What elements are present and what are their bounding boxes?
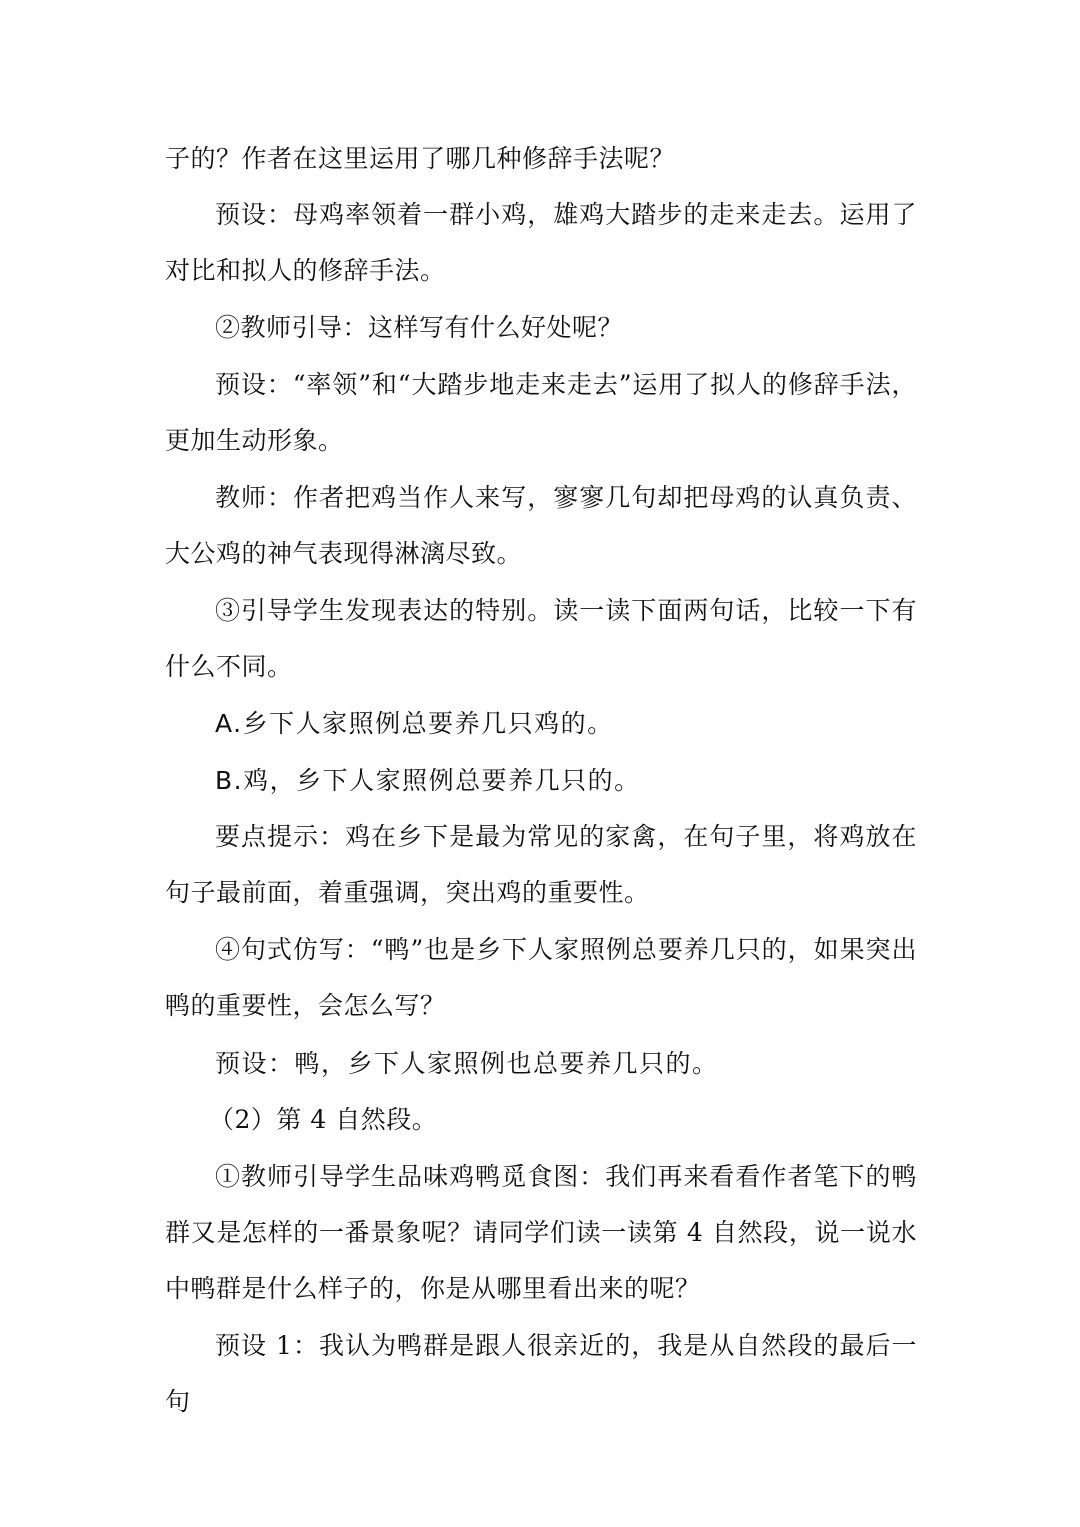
paragraph-preset-personification: 预设：“率领”和“大踏步地走来走去”运用了拟人的修辞手法，更加生动形象。 xyxy=(165,370,917,455)
paragraph-key-points: 要点提示：鸡在乡下是最为常见的家禽，在句子里，将鸡放在句子最前面，着重强调，突出鸡的重要性。 xyxy=(165,822,917,907)
paragraph-preset-rhetoric: 预设：母鸡率领着一群小鸡，雄鸡大踏步的走来走去。运用了对比和拟人的修辞手法。 xyxy=(165,200,917,285)
paragraph-preset-duck: 预设：鸭，乡下人家照例也总要养几只的。 xyxy=(215,1049,719,1078)
paragraph-imitation-4: ④句式仿写：“鸭”也是乡下人家照例总要养几只的，如果突出鸭的重要性，会怎么写？ xyxy=(165,935,917,1020)
paragraph-preset-1: 预设 1：我认为鸭群是跟人很亲近的，我是从自然段的最后一句 xyxy=(165,1331,917,1416)
paragraph-continuation: 子的？作者在这里运用了哪几种修辞手法呢？ xyxy=(165,144,676,173)
paragraph-guide-compare-3: ③引导学生发现表达的特别。读一读下面两句话，比较一下有什么不同。 xyxy=(165,596,917,681)
paragraph-sentence-a: A.乡下人家照例总要养几只鸡的。 xyxy=(215,709,614,738)
paragraph-teacher-guide-2: ②教师引导：这样写有什么好处呢？ xyxy=(215,313,624,342)
paragraph-teacher-comment: 教师：作者把鸡当作人来写，寥寥几句却把母鸡的认真负责、大公鸡的神气表现得淋漓尽致。 xyxy=(165,483,917,568)
paragraph-guide-duck-scene: ①教师引导学生品味鸡鸭觅食图：我们再来看看作者笔下的鸭群又是怎样的一番景象呢？请同学们读一读第 4 自然段，说一说水中鸭群是什么样子的，你是从哪里看出来的呢？ xyxy=(165,1162,917,1303)
paragraph-sentence-b: B.鸡，乡下人家照例总要养几只的。 xyxy=(215,766,641,795)
section-heading-paragraph-4: （2）第 4 自然段。 xyxy=(209,1105,438,1134)
